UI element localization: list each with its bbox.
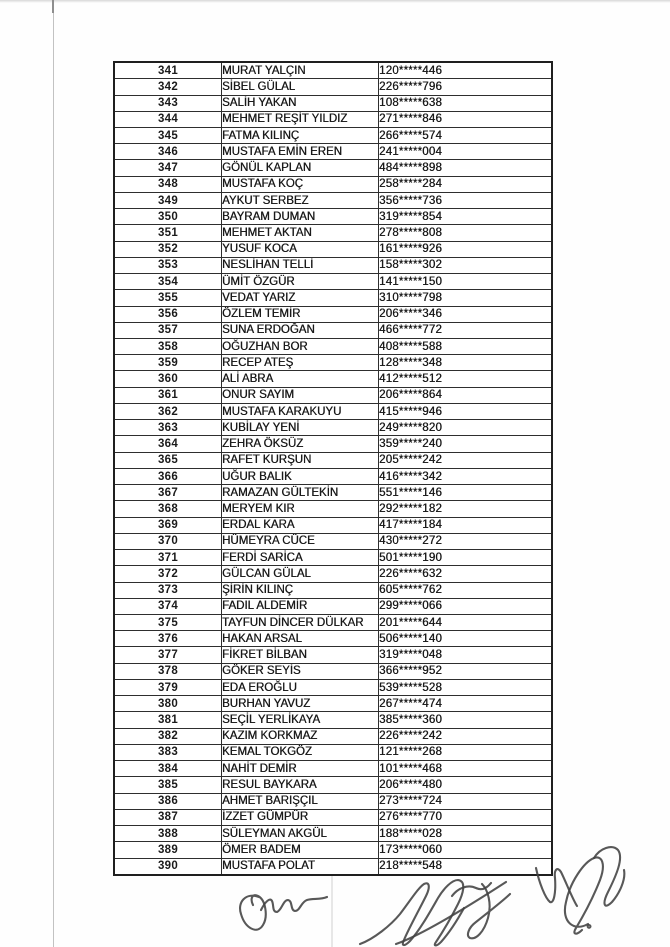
table-row	[114, 192, 552, 208]
table-row	[114, 550, 552, 566]
row-number-cell: 345	[114, 127, 222, 143]
name-cell: NESLİHAN TELLİ	[222, 257, 379, 273]
name-cell: MURAT YALÇIN	[222, 62, 379, 79]
table-row	[114, 176, 552, 192]
table-row	[114, 679, 552, 695]
table-row	[114, 371, 552, 387]
row-number-cell: 385	[114, 777, 222, 793]
id-cell: 188*****028	[379, 826, 553, 842]
id-cell: 267*****474	[379, 696, 553, 712]
row-number-cell: 372	[114, 566, 222, 582]
name-cell: ERDAL KARA	[222, 517, 379, 533]
signature-1	[240, 895, 327, 930]
table-row	[114, 468, 552, 484]
name-cell: FİKRET BİLBAN	[222, 647, 379, 663]
table-row	[114, 339, 552, 355]
row-number-cell: 358	[114, 339, 222, 355]
name-cell: MUSTAFA KARAKUYU	[222, 403, 379, 419]
id-cell: 161*****926	[379, 241, 553, 257]
id-cell: 218*****548	[379, 858, 553, 875]
table-row	[114, 387, 552, 403]
name-cell: MEHMET REŞİT YILDIZ	[222, 111, 379, 127]
row-number-cell: 386	[114, 793, 222, 809]
row-number-cell: 382	[114, 728, 222, 744]
name-cell: HÜMEYRA CÜCE	[222, 533, 379, 549]
table-row	[114, 322, 552, 338]
table-row	[114, 306, 552, 322]
row-number-cell: 371	[114, 550, 222, 566]
table-row	[114, 761, 552, 777]
id-cell: 241*****004	[379, 144, 553, 160]
id-cell: 258*****284	[379, 176, 553, 192]
name-cell: ZEHRA ÖKSÜZ	[222, 436, 379, 452]
row-number-cell: 381	[114, 712, 222, 728]
id-cell: 466*****772	[379, 322, 553, 338]
name-cell: TAYFUN DİNCER DÜLKAR	[222, 615, 379, 631]
name-cell: RAFET KURŞUN	[222, 452, 379, 468]
row-number-cell: 353	[114, 257, 222, 273]
table-row	[114, 615, 552, 631]
table-row	[114, 127, 552, 143]
name-cell: AHMET BARIŞÇIL	[222, 793, 379, 809]
table-row	[114, 241, 552, 257]
name-cell: ÖZLEM TEMİR	[222, 306, 379, 322]
row-number-cell: 373	[114, 582, 222, 598]
id-cell: 484*****898	[379, 160, 553, 176]
id-cell: 276*****770	[379, 809, 553, 825]
id-cell: 506*****140	[379, 631, 553, 647]
table-row	[114, 696, 552, 712]
id-cell: 501*****190	[379, 550, 553, 566]
table-row	[114, 290, 552, 306]
table-row	[114, 566, 552, 582]
id-cell: 101*****468	[379, 761, 553, 777]
name-cell: SUNA ERDOĞAN	[222, 322, 379, 338]
name-cell: SÜLEYMAN AKGÜL	[222, 826, 379, 842]
row-number-cell: 390	[114, 858, 222, 875]
row-number-cell: 356	[114, 306, 222, 322]
id-cell: 605*****762	[379, 582, 553, 598]
id-cell: 206*****864	[379, 387, 553, 403]
id-cell: 205*****242	[379, 452, 553, 468]
name-cell: ALİ ABRA	[222, 371, 379, 387]
table-row	[114, 144, 552, 160]
table-row	[114, 744, 552, 760]
table-body	[114, 62, 552, 875]
name-cell: VEDAT YARIZ	[222, 290, 379, 306]
table-row	[114, 712, 552, 728]
name-cell: RESUL BAYKARA	[222, 777, 379, 793]
id-cell: 266*****574	[379, 127, 553, 143]
id-cell: 226*****796	[379, 79, 553, 95]
id-cell: 359*****240	[379, 436, 553, 452]
name-cell: GÜLCAN GÜLAL	[222, 566, 379, 582]
name-cell: NAHİT DEMİR	[222, 761, 379, 777]
name-cell: HAKAN ARSAL	[222, 631, 379, 647]
row-number-cell: 343	[114, 95, 222, 111]
id-cell: 249*****820	[379, 420, 553, 436]
id-cell: 319*****854	[379, 209, 553, 225]
table-row	[114, 728, 552, 744]
name-cell: ÖMER BADEM	[222, 842, 379, 858]
row-number-cell: 384	[114, 761, 222, 777]
row-number-cell: 352	[114, 241, 222, 257]
table-row	[114, 436, 552, 452]
table-row	[114, 647, 552, 663]
row-number-cell: 341	[114, 62, 222, 79]
row-number-cell: 361	[114, 387, 222, 403]
table-row	[114, 663, 552, 679]
row-number-cell: 346	[114, 144, 222, 160]
id-cell: 366*****952	[379, 663, 553, 679]
row-number-cell: 387	[114, 809, 222, 825]
row-number-cell: 370	[114, 533, 222, 549]
row-number-cell: 359	[114, 355, 222, 371]
row-number-cell: 389	[114, 842, 222, 858]
table-row	[114, 95, 552, 111]
id-cell: 319*****048	[379, 647, 553, 663]
id-cell: 158*****302	[379, 257, 553, 273]
name-list-table	[113, 61, 553, 876]
name-cell: İZZET GÜMPÜR	[222, 809, 379, 825]
name-cell: ÜMİT ÖZGÜR	[222, 274, 379, 290]
id-cell: 408*****588	[379, 339, 553, 355]
signature-3	[536, 847, 624, 933]
table-row	[114, 79, 552, 95]
table-row	[114, 631, 552, 647]
name-cell: EDA EROĞLU	[222, 679, 379, 695]
name-cell: BURHAN YAVUZ	[222, 696, 379, 712]
signature-2	[360, 880, 510, 945]
row-number-cell: 363	[114, 420, 222, 436]
row-number-cell: 355	[114, 290, 222, 306]
row-number-cell: 383	[114, 744, 222, 760]
row-number-cell: 344	[114, 111, 222, 127]
id-cell: 310*****798	[379, 290, 553, 306]
table-row	[114, 257, 552, 273]
row-number-cell: 376	[114, 631, 222, 647]
table-row	[114, 62, 552, 79]
row-number-cell: 374	[114, 598, 222, 614]
row-number-cell: 348	[114, 176, 222, 192]
name-cell: SEÇİL YERLİKAYA	[222, 712, 379, 728]
table-row	[114, 582, 552, 598]
table-row	[114, 501, 552, 517]
name-cell: FERDİ SARİCA	[222, 550, 379, 566]
name-cell: FATMA KILINÇ	[222, 127, 379, 143]
name-cell: ŞİRİN KILINÇ	[222, 582, 379, 598]
table-row	[114, 355, 552, 371]
name-cell: YUSUF KOCA	[222, 241, 379, 257]
name-cell: RECEP ATEŞ	[222, 355, 379, 371]
id-cell: 201*****644	[379, 615, 553, 631]
table-row	[114, 403, 552, 419]
table-row	[114, 160, 552, 176]
id-cell: 292*****182	[379, 501, 553, 517]
id-cell: 416*****342	[379, 468, 553, 484]
name-cell: AYKUT SERBEZ	[222, 192, 379, 208]
row-number-cell: 354	[114, 274, 222, 290]
id-cell: 385*****360	[379, 712, 553, 728]
id-cell: 417*****184	[379, 517, 553, 533]
row-number-cell: 360	[114, 371, 222, 387]
name-cell: KAZIM KORKMAZ	[222, 728, 379, 744]
id-cell: 226*****632	[379, 566, 553, 582]
row-number-cell: 362	[114, 403, 222, 419]
id-cell: 120*****446	[379, 62, 553, 79]
name-cell: SALİH YAKAN	[222, 95, 379, 111]
scan-left-fold-line-top	[52, 0, 54, 13]
row-number-cell: 368	[114, 501, 222, 517]
name-cell: MUSTAFA KOÇ	[222, 176, 379, 192]
row-number-cell: 380	[114, 696, 222, 712]
id-cell: 415*****946	[379, 403, 553, 419]
table-row	[114, 598, 552, 614]
name-cell: KUBİLAY YENİ	[222, 420, 379, 436]
signatures-block	[0, 840, 670, 947]
name-cell: KEMAL TOKGÖZ	[222, 744, 379, 760]
table-row	[114, 533, 552, 549]
name-cell: MERYEM KIR	[222, 501, 379, 517]
table-row	[114, 274, 552, 290]
row-number-cell: 388	[114, 826, 222, 842]
id-cell: 273*****724	[379, 793, 553, 809]
name-cell: GÖNÜL KAPLAN	[222, 160, 379, 176]
row-number-cell: 350	[114, 209, 222, 225]
id-cell: 412*****512	[379, 371, 553, 387]
row-number-cell: 378	[114, 663, 222, 679]
id-cell: 299*****066	[379, 598, 553, 614]
id-cell: 173*****060	[379, 842, 553, 858]
id-cell: 278*****808	[379, 225, 553, 241]
table-row	[114, 452, 552, 468]
name-cell: FADIL ALDEMİR	[222, 598, 379, 614]
row-number-cell: 379	[114, 679, 222, 695]
name-cell: MEHMET AKTAN	[222, 225, 379, 241]
id-cell: 206*****346	[379, 306, 553, 322]
name-cell: MUSTAFA POLAT	[222, 858, 379, 875]
name-cell: SİBEL GÜLAL	[222, 79, 379, 95]
id-cell: 226*****242	[379, 728, 553, 744]
id-cell: 356*****736	[379, 192, 553, 208]
table-row	[114, 777, 552, 793]
row-number-cell: 366	[114, 468, 222, 484]
id-cell: 121*****268	[379, 744, 553, 760]
row-number-cell: 347	[114, 160, 222, 176]
row-number-cell: 369	[114, 517, 222, 533]
row-number-cell: 357	[114, 322, 222, 338]
table-row	[114, 485, 552, 501]
table-row	[114, 111, 552, 127]
name-cell: ONUR SAYIM	[222, 387, 379, 403]
id-cell: 551*****146	[379, 485, 553, 501]
id-cell: 206*****480	[379, 777, 553, 793]
table-row	[114, 809, 552, 825]
name-cell: MUSTAFA EMİN EREN	[222, 144, 379, 160]
name-cell: OĞUZHAN BOR	[222, 339, 379, 355]
name-cell: UĞUR BALIK	[222, 468, 379, 484]
scan-top-edge-shadow	[0, 0, 670, 3]
id-cell: 141*****150	[379, 274, 553, 290]
row-number-cell: 349	[114, 192, 222, 208]
table-row	[114, 225, 552, 241]
row-number-cell: 351	[114, 225, 222, 241]
row-number-cell: 342	[114, 79, 222, 95]
id-cell: 271*****846	[379, 111, 553, 127]
scan-left-fold-line	[53, 0, 54, 947]
id-cell: 108*****638	[379, 95, 553, 111]
name-cell: GÖKER SEYİS	[222, 663, 379, 679]
table-row	[114, 420, 552, 436]
id-cell: 539*****528	[379, 679, 553, 695]
table-row	[114, 209, 552, 225]
row-number-cell: 367	[114, 485, 222, 501]
name-cell: BAYRAM DUMAN	[222, 209, 379, 225]
row-number-cell: 377	[114, 647, 222, 663]
table-row	[114, 793, 552, 809]
name-cell: RAMAZAN GÜLTEKİN	[222, 485, 379, 501]
id-cell: 128*****348	[379, 355, 553, 371]
row-number-cell: 364	[114, 436, 222, 452]
row-number-cell: 365	[114, 452, 222, 468]
row-number-cell: 375	[114, 615, 222, 631]
id-cell: 430*****272	[379, 533, 553, 549]
table-row	[114, 517, 552, 533]
